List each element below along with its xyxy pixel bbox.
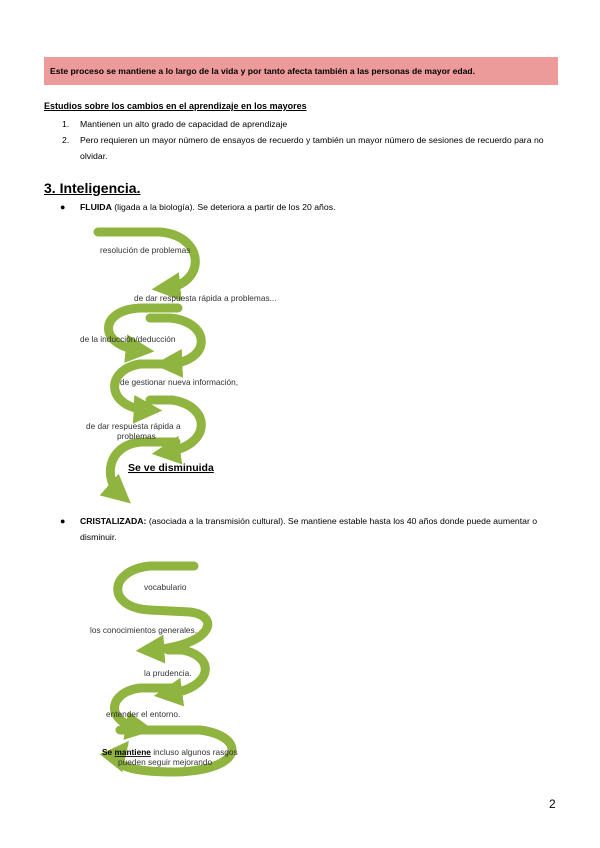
studies-heading: Estudios sobre los cambios en el aprendizaje en los mayores — [44, 101, 307, 111]
bullet-dot-icon: ● — [60, 516, 66, 526]
list-number: 2. — [62, 135, 70, 145]
diagram-label: los conocimientos generales. — [90, 625, 197, 635]
list-number: 1. — [62, 119, 70, 129]
fluida-description: (ligada a la biología). Se deteriora a partir de los 20 años. — [111, 202, 336, 212]
cristalizada-result-line2: pueden seguir mejorando — [118, 757, 213, 767]
banner-text: Este proceso se mantiene a lo largo de la vida y por tanto afecta también a las personas de mayor edad. — [50, 66, 476, 76]
fluida-result: Se ve disminuida — [128, 462, 214, 474]
curved-arrow-icon — [118, 566, 208, 650]
section-title: 3. Inteligencia. — [44, 180, 141, 196]
diagram-label: de dar respuesta rápida a — [86, 421, 181, 431]
cristalizada-result — [102, 747, 238, 757]
curved-arrow-icon — [98, 232, 195, 288]
diagram-label: vocabulario — [144, 582, 187, 592]
result-suffix: incluso algunos rasgos — [150, 747, 238, 757]
page-number: 2 — [549, 797, 556, 811]
term-cristalizada: CRISTALIZADA: — [80, 516, 147, 526]
diagram-label: de la inducción/deducción — [80, 334, 176, 344]
diagram-label: entender el entorno. — [106, 709, 181, 719]
fluida-arrow-chain — [98, 232, 201, 494]
diagram-label: la prudencia. — [144, 668, 192, 678]
result-prefix: Se — [102, 747, 115, 757]
diagram-label: resolución de problemas — [100, 245, 191, 255]
cristalizada-description: (asociada a la transmisión cultural). Se mantiene estable hasta los 40 años donde puede aumentar o disminuir. — [80, 516, 538, 542]
diagram-label: problemas — [117, 431, 156, 441]
result-keyword: mantiene — [114, 747, 151, 757]
bullet-dot-icon: ● — [60, 202, 66, 212]
diagram-label: de dar respuesta rápida a problemas... — [134, 293, 277, 303]
diagram-label: de gestionar nueva información, — [120, 377, 239, 387]
term-fluida: FLUIDA — [80, 202, 112, 212]
list-text: Pero requieren un mayor número de ensayos de recuerdo y también un mayor número de sesiones de recuerdo para no olvidar. — [80, 135, 544, 161]
list-text: Mantienen un alto grado de capacidad de aprendizaje — [80, 119, 288, 129]
